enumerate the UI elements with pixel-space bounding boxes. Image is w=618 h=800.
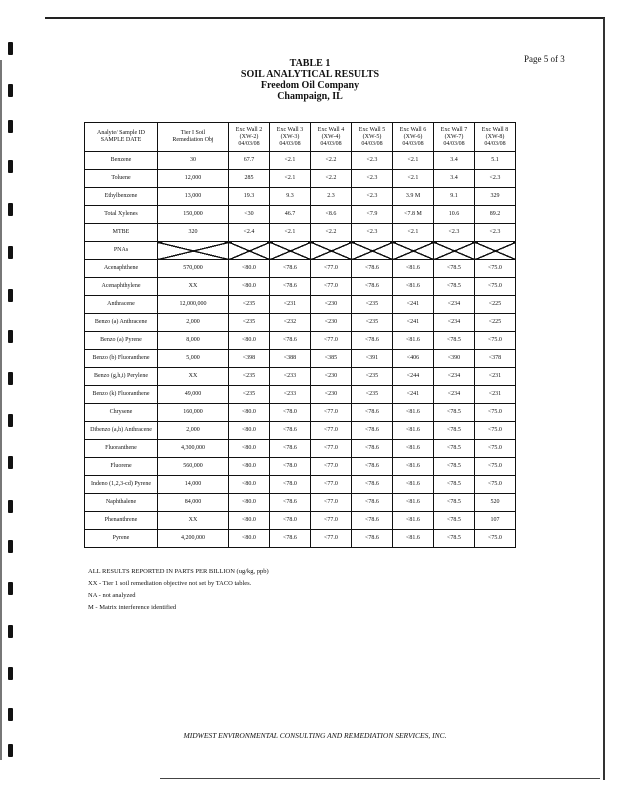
binder-hole-mark (8, 667, 13, 680)
note-xx: XX - Tier 1 soil remediation objective not set by TACO tables. (88, 580, 252, 587)
result-cell: <77.0 (311, 332, 352, 350)
result-cell: <241 (393, 386, 434, 404)
binder-hole-mark (8, 540, 13, 553)
remediation-objective: 13,000 (158, 188, 229, 206)
result-cell: <235 (229, 296, 270, 314)
binder-hole-mark (8, 708, 13, 721)
result-cell: <7.9 (352, 206, 393, 224)
table-row (85, 440, 516, 458)
result-cell: <78.5 (434, 260, 475, 278)
result-cell: <78.5 (434, 494, 475, 512)
result-cell: <77.0 (311, 530, 352, 548)
analyte-name: Indeno (1,2,3-cd) Pyrene (85, 476, 158, 494)
result-cell: 3.4 (434, 170, 475, 188)
result-cell: <78.6 (352, 260, 393, 278)
result-cell: <233 (270, 386, 311, 404)
result-cell: <81.6 (393, 332, 434, 350)
table-row (85, 296, 516, 314)
result-cell: <80.0 (229, 530, 270, 548)
result-cell: <233 (270, 368, 311, 386)
result-cell: <234 (434, 314, 475, 332)
remediation-objective: 14,000 (158, 476, 229, 494)
result-cell: <81.6 (393, 404, 434, 422)
result-cell (270, 242, 311, 260)
result-cell: <235 (352, 296, 393, 314)
analyte-name: Acenaphthene (85, 260, 158, 278)
result-cell: <81.6 (393, 440, 434, 458)
result-cell: <80.0 (229, 494, 270, 512)
result-cell: <2.1 (393, 152, 434, 170)
table-row (85, 332, 516, 350)
remediation-objective: 30 (158, 152, 229, 170)
result-cell: <78.6 (352, 494, 393, 512)
page-right-edge (603, 18, 605, 780)
table-row (85, 458, 516, 476)
table-body (85, 152, 516, 548)
result-cell: <2.3 (475, 224, 516, 242)
result-cell: <391 (352, 350, 393, 368)
result-cell: <230 (311, 314, 352, 332)
result-cell: 107 (475, 512, 516, 530)
table-row (85, 512, 516, 530)
result-cell (393, 242, 434, 260)
sample-column-header: Exc Wall 2 (XW-2) 04/03/08 (229, 123, 270, 152)
remediation-objective: 49,000 (158, 386, 229, 404)
result-cell: <75.0 (475, 476, 516, 494)
result-cell (311, 242, 352, 260)
result-cell: <234 (434, 368, 475, 386)
result-cell: <75.0 (475, 278, 516, 296)
result-cell: <78.5 (434, 422, 475, 440)
table-row (85, 314, 516, 332)
result-cell: <80.0 (229, 476, 270, 494)
note-na: NA - not analyzed (88, 592, 136, 599)
result-cell: 285 (229, 170, 270, 188)
result-cell: 9.1 (434, 188, 475, 206)
binder-hole-mark (8, 582, 13, 595)
result-cell: <78.5 (434, 476, 475, 494)
result-cell: <235 (352, 314, 393, 332)
result-cell: <78.0 (270, 404, 311, 422)
remediation-objective: 570,000 (158, 260, 229, 278)
binder-hole-mark (8, 120, 13, 133)
table-row (85, 494, 516, 512)
result-cell: <80.0 (229, 332, 270, 350)
result-cell: <2.1 (393, 170, 434, 188)
result-cell: <385 (311, 350, 352, 368)
result-cell: <235 (229, 314, 270, 332)
result-cell: <78.6 (270, 278, 311, 296)
table-row (85, 350, 516, 368)
result-cell: <2.4 (229, 224, 270, 242)
result-cell: <80.0 (229, 458, 270, 476)
result-cell: <225 (475, 296, 516, 314)
result-cell: <2.2 (311, 224, 352, 242)
result-cell: 5.1 (475, 152, 516, 170)
table-header-row (85, 123, 516, 152)
result-cell: <77.0 (311, 404, 352, 422)
result-cell: <244 (393, 368, 434, 386)
result-cell: <230 (311, 296, 352, 314)
remediation-objective: 5,000 (158, 350, 229, 368)
result-cell: <2.3 (352, 152, 393, 170)
result-cell: <75.0 (475, 422, 516, 440)
result-cell: <77.0 (311, 458, 352, 476)
result-cell: <80.0 (229, 512, 270, 530)
analyte-name: Benzo (k) Fluoranthene (85, 386, 158, 404)
page-bottom-edge (160, 778, 600, 779)
sample-column-header: Exc Wall 5 (XW-5) 04/03/08 (352, 123, 393, 152)
result-cell: <78.6 (352, 422, 393, 440)
result-cell: <2.1 (270, 170, 311, 188)
binder-hole-mark (8, 42, 13, 55)
result-cell: <241 (393, 314, 434, 332)
result-cell: <78.6 (352, 458, 393, 476)
result-cell (434, 242, 475, 260)
result-cell: <230 (311, 368, 352, 386)
analyte-name: Benzo (g,h,i) Perylene (85, 368, 158, 386)
binder-hole-mark (8, 625, 13, 638)
result-cell: <235 (229, 386, 270, 404)
page-number: Page 5 of 3 (524, 54, 565, 64)
result-cell: <77.0 (311, 260, 352, 278)
table-row (85, 422, 516, 440)
result-cell: <78.6 (270, 422, 311, 440)
result-cell: <77.0 (311, 440, 352, 458)
analyte-name: Total Xylenes (85, 206, 158, 224)
result-cell: <80.0 (229, 404, 270, 422)
result-cell (352, 242, 393, 260)
result-cell: <230 (311, 386, 352, 404)
sample-column-header: Exc Wall 8 (XW-8) 04/03/08 (475, 123, 516, 152)
result-cell: <2.3 (434, 224, 475, 242)
analyte-name: Benzo (a) Anthracene (85, 314, 158, 332)
result-cell: <78.5 (434, 332, 475, 350)
result-cell: <80.0 (229, 278, 270, 296)
result-cell: <2.2 (311, 152, 352, 170)
result-cell: <388 (270, 350, 311, 368)
result-cell: <390 (434, 350, 475, 368)
result-cell: <78.6 (352, 512, 393, 530)
remediation-objective: XX (158, 278, 229, 296)
result-cell: 329 (475, 188, 516, 206)
result-cell: <235 (229, 368, 270, 386)
result-cell: <2.1 (393, 224, 434, 242)
result-cell: 3.9 M (393, 188, 434, 206)
remediation-objective: 12,000,000 (158, 296, 229, 314)
remediation-objective: 560,000 (158, 458, 229, 476)
remediation-objective (158, 242, 229, 260)
page-top-edge (45, 17, 605, 19)
analyte-name: Benzo (b) Fluoranthene (85, 350, 158, 368)
result-cell: <78.6 (352, 530, 393, 548)
result-cell: <7.8 M (393, 206, 434, 224)
result-cell: <235 (352, 386, 393, 404)
analyte-name: Acenaphthylene (85, 278, 158, 296)
binder-hole-mark (8, 160, 13, 173)
site-location: Champaign, IL (277, 91, 343, 102)
binder-hole-mark (8, 744, 13, 757)
result-cell: <78.6 (352, 278, 393, 296)
result-cell: <77.0 (311, 278, 352, 296)
result-cell: <78.0 (270, 476, 311, 494)
remediation-objective: 320 (158, 224, 229, 242)
result-cell: <81.6 (393, 260, 434, 278)
sample-column-header: Exc Wall 4 (XW-4) 04/03/08 (311, 123, 352, 152)
table-number: TABLE 1 (289, 58, 331, 69)
binder-hole-mark (8, 84, 13, 97)
result-cell: <75.0 (475, 458, 516, 476)
result-cell: <78.6 (352, 404, 393, 422)
result-cell: <78.6 (352, 476, 393, 494)
table-row (85, 206, 516, 224)
binder-hole-mark (8, 289, 13, 302)
result-cell: <81.6 (393, 494, 434, 512)
binder-hole-mark (8, 246, 13, 259)
result-cell: <75.0 (475, 260, 516, 278)
analyte-name: Fluorene (85, 458, 158, 476)
result-cell: 520 (475, 494, 516, 512)
result-cell: <231 (475, 386, 516, 404)
analyte-name: Anthracene (85, 296, 158, 314)
company-name: Freedom Oil Company (260, 80, 360, 91)
sample-column-header: Exc Wall 3 (XW-3) 04/03/08 (270, 123, 311, 152)
analyte-name: PNAs (85, 242, 158, 260)
analyte-name: Benzo (a) Pyrene (85, 332, 158, 350)
table-row (85, 188, 516, 206)
result-cell: <75.0 (475, 404, 516, 422)
binder-hole-mark (8, 372, 13, 385)
result-cell: 89.2 (475, 206, 516, 224)
result-cell: 2.3 (311, 188, 352, 206)
result-cell: <398 (229, 350, 270, 368)
result-cell: <78.0 (270, 512, 311, 530)
result-cell: <2.3 (475, 170, 516, 188)
remediation-objective: 2,000 (158, 422, 229, 440)
result-cell: 9.3 (270, 188, 311, 206)
table-row (85, 170, 516, 188)
result-cell: <78.6 (270, 530, 311, 548)
table-row (85, 152, 516, 170)
binder-hole-mark (8, 456, 13, 469)
soil-results-table (84, 122, 516, 548)
result-cell: <235 (352, 368, 393, 386)
analyte-name: MTBE (85, 224, 158, 242)
result-cell: <78.5 (434, 278, 475, 296)
remediation-objective: 84,000 (158, 494, 229, 512)
company-footer: MIDWEST ENVIRONMENTAL CONSULTING AND REMEDIATION SERVICES, INC. (183, 731, 447, 740)
table-row (85, 476, 516, 494)
result-cell (229, 242, 270, 260)
result-cell: <77.0 (311, 422, 352, 440)
result-cell: <78.6 (352, 332, 393, 350)
result-cell: <75.0 (475, 530, 516, 548)
result-cell: <78.5 (434, 530, 475, 548)
result-cell: <2.2 (311, 170, 352, 188)
result-cell: 3.4 (434, 152, 475, 170)
result-cell: <2.3 (352, 188, 393, 206)
result-cell: <78.5 (434, 512, 475, 530)
remediation-objective: XX (158, 512, 229, 530)
result-cell: <80.0 (229, 422, 270, 440)
result-cell: <78.5 (434, 458, 475, 476)
table-row (85, 224, 516, 242)
analyte-column-header: Analyte/ Sample ID SAMPLE DATE (85, 123, 158, 152)
result-cell: <78.6 (270, 440, 311, 458)
sample-column-header: Exc Wall 6 (XW-6) 04/03/08 (393, 123, 434, 152)
result-cell: <2.1 (270, 152, 311, 170)
result-cell: <30 (229, 206, 270, 224)
result-cell: <80.0 (229, 440, 270, 458)
result-cell: <2.3 (352, 170, 393, 188)
table-row (85, 260, 516, 278)
result-cell: <81.6 (393, 476, 434, 494)
result-cell: <2.3 (352, 224, 393, 242)
result-cell: <81.6 (393, 422, 434, 440)
result-cell: <8.6 (311, 206, 352, 224)
result-cell (475, 242, 516, 260)
result-cell: <75.0 (475, 332, 516, 350)
pna-header-row (85, 242, 516, 260)
note-m: M - Matrix interference identified (88, 604, 177, 611)
result-cell: <241 (393, 296, 434, 314)
result-cell: <78.6 (270, 260, 311, 278)
table-row (85, 530, 516, 548)
result-cell: <231 (475, 368, 516, 386)
remediation-objective: 4,300,000 (158, 440, 229, 458)
remediation-objective: 150,000 (158, 206, 229, 224)
result-cell: 19.3 (229, 188, 270, 206)
analyte-name: Naphthalene (85, 494, 158, 512)
analyte-name: Fluoranthene (85, 440, 158, 458)
result-cell: <378 (475, 350, 516, 368)
notes-block (88, 566, 269, 614)
binder-hole-mark (8, 500, 13, 513)
remediation-objective: 4,200,000 (158, 530, 229, 548)
analyte-name: Chrysene (85, 404, 158, 422)
table-row (85, 278, 516, 296)
result-cell: <81.6 (393, 458, 434, 476)
remediation-objective: 160,000 (158, 404, 229, 422)
result-cell: <80.0 (229, 260, 270, 278)
result-cell: <81.6 (393, 278, 434, 296)
remediation-objective: 12,000 (158, 170, 229, 188)
result-cell: <225 (475, 314, 516, 332)
result-cell: <81.6 (393, 530, 434, 548)
sample-column-header: Exc Wall 7 (XW-7) 04/03/08 (434, 123, 475, 152)
result-cell: <75.0 (475, 440, 516, 458)
result-cell: <78.6 (270, 332, 311, 350)
table-row (85, 404, 516, 422)
result-cell: <78.5 (434, 440, 475, 458)
analyte-name: Benzene (85, 152, 158, 170)
result-cell: 10.6 (434, 206, 475, 224)
table-row (85, 368, 516, 386)
result-cell: 46.7 (270, 206, 311, 224)
table-title: SOIL ANALYTICAL RESULTS (240, 69, 380, 80)
analyte-name: Phenanthrene (85, 512, 158, 530)
result-cell: <234 (434, 386, 475, 404)
result-cell: <78.5 (434, 404, 475, 422)
table-row (85, 386, 516, 404)
page-left-edge (0, 60, 2, 760)
result-cell: 67.7 (229, 152, 270, 170)
result-cell: <231 (270, 296, 311, 314)
table-title-block (150, 58, 470, 102)
result-cell: <2.1 (270, 224, 311, 242)
result-cell: <77.0 (311, 494, 352, 512)
result-cell: <81.6 (393, 512, 434, 530)
analyte-name: Dibenzo (a,h) Anthracene (85, 422, 158, 440)
remediation-objective: 2,000 (158, 314, 229, 332)
result-cell: <406 (393, 350, 434, 368)
result-cell: <232 (270, 314, 311, 332)
result-cell: <77.0 (311, 476, 352, 494)
analyte-name: Pyrene (85, 530, 158, 548)
result-cell: <77.0 (311, 512, 352, 530)
note-units: ALL RESULTS REPORTED IN PARTS PER BILLION (ug/kg, ppb) (88, 568, 269, 575)
standard-column-header: Tier I Soil Remediation Obj (158, 123, 229, 152)
binder-hole-mark (8, 414, 13, 427)
analyte-name: Ethylbenzene (85, 188, 158, 206)
binder-hole-mark (8, 203, 13, 216)
analyte-name: Toluene (85, 170, 158, 188)
result-cell: <234 (434, 296, 475, 314)
result-cell: <78.6 (352, 440, 393, 458)
binder-hole-mark (8, 330, 13, 343)
result-cell: <78.6 (270, 494, 311, 512)
result-cell: <78.0 (270, 458, 311, 476)
remediation-objective: 8,000 (158, 332, 229, 350)
remediation-objective: XX (158, 368, 229, 386)
